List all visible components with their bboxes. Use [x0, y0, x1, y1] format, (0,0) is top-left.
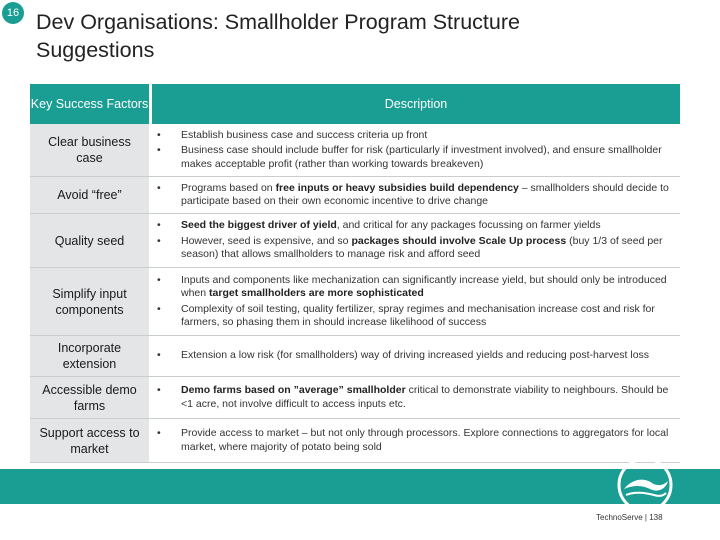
table-header [30, 84, 680, 124]
page-number-badge: 16 [2, 2, 24, 24]
success-factor-cell: Clear business case [30, 124, 149, 176]
header-key-success-factors: Key Success Factors [30, 84, 149, 124]
bullet-dot-icon: • [157, 273, 161, 286]
description-bullet [155, 143, 672, 172]
description-cell [149, 214, 680, 267]
table-row [30, 336, 680, 377]
table-row [30, 419, 680, 463]
description-bullet [155, 181, 672, 210]
description-bullet [155, 383, 672, 412]
success-factor-cell: Incorporate extension [30, 336, 149, 376]
bullet-dot-icon: • [157, 302, 161, 315]
description-cell [149, 377, 680, 418]
bullet-text: Complexity of soil testing, quality fertilizer, spray regimes and mechanisation increase cost and risk for farmers, so phasing them in should increase likelihood of success [181, 302, 655, 328]
bullet-dot-icon: • [157, 234, 161, 247]
description-bullet [155, 234, 672, 263]
description-cell [149, 268, 680, 335]
success-factor-cell: Quality seed [30, 214, 149, 267]
description-bullet [155, 348, 672, 364]
success-factor-cell: Avoid “free” [30, 177, 149, 213]
bullet-text: However, seed is expensive, and so packages should involve Scale Up process (buy 1/3 of seed per season) that allows smallholders to manage risk and afford seed [181, 234, 663, 261]
bullet-text: Programs based on free inputs or heavy subsidies build dependency – smallholders should decide to participate based on their own economic incentive to drive change [181, 181, 669, 207]
bullet-dot-icon: • [157, 384, 161, 396]
bullet-text: Inputs and components like mechanization can significantly increase yield, but should only be introduced when target smallholders are more sophisticated [181, 273, 667, 299]
bullet-dot-icon: • [157, 144, 161, 157]
bullet-text: Extension a low risk (for smallholders) way of driving increased yields and reducing post-harvest loss [181, 349, 650, 362]
bullet-dot-icon: • [157, 219, 161, 232]
bullet-dot-icon: • [157, 128, 161, 141]
bullet-text: Establish business case and success criteria up front [181, 128, 428, 141]
header-description: Description [152, 84, 680, 124]
description-bullet [155, 302, 672, 331]
table-row [30, 177, 680, 214]
slide-title: Dev Organisations: Smallholder Program Structure Suggestions [36, 10, 520, 62]
footer-credit: TechnoServe | 138 [596, 513, 663, 522]
bullet-text: Demo farms based on ”average” smallholder critical to demonstrate viability to neighbours. Should be <1 acre, not involve difficult to access inputs etc. [181, 384, 669, 410]
success-factor-cell: Accessible demo farms [30, 377, 149, 418]
description-cell [149, 336, 680, 376]
table-row [30, 377, 680, 419]
bullet-text: Seed the biggest driver of yield, and critical for any packages focussing on farmer yields [181, 219, 601, 232]
description-bullet [155, 128, 672, 144]
description-bullet [155, 426, 672, 455]
technoserve-logo-icon [600, 455, 690, 505]
table-row [30, 268, 680, 336]
bullet-dot-icon: • [157, 427, 161, 439]
bullet-dot-icon: • [157, 181, 161, 194]
description-bullet [155, 218, 672, 234]
description-bullet [155, 273, 672, 302]
bullet-text: Business case should include buffer for risk (particularly if investment involved), and ensure smallholder makes acceptable profit (rather than working towards breakeven) [181, 144, 662, 170]
description-cell [149, 124, 680, 176]
table-row [30, 124, 680, 177]
success-factors-table [30, 84, 680, 463]
table-body [30, 124, 680, 463]
bullet-dot-icon: • [157, 349, 161, 362]
bullet-text: Provide access to market – but not only through processors. Explore connections to aggregators for local market, where majority of potato being sold [181, 427, 669, 453]
success-factor-cell: Simplify input components [30, 268, 149, 335]
success-factor-cell: Support access to market [30, 419, 149, 462]
table-row [30, 214, 680, 268]
description-cell [149, 177, 680, 213]
